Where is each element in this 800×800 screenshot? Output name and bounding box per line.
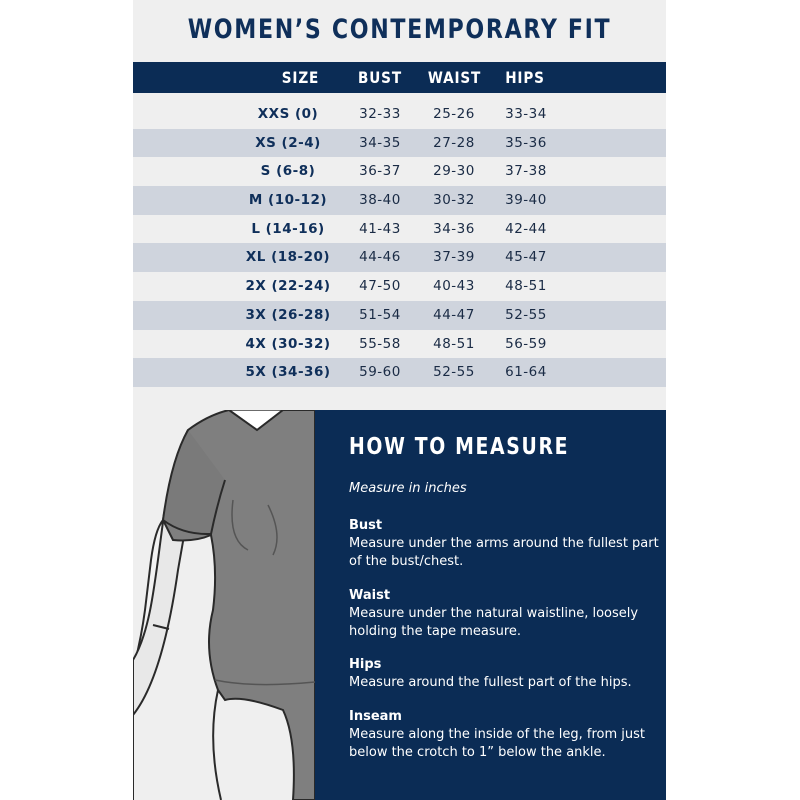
hips-cell: 61-64 xyxy=(505,364,547,381)
bust-cell: 41-43 xyxy=(359,220,401,237)
measure-heading: Inseam xyxy=(349,709,402,724)
measure-item-bust xyxy=(349,517,659,571)
measure-text: Measure under the arms around the fullest part of the bust/chest. xyxy=(349,536,659,569)
body-figure-illustration xyxy=(133,410,315,800)
measure-text: Measure around the fullest part of the hips. xyxy=(349,675,632,690)
table-row xyxy=(133,358,666,387)
table-row xyxy=(133,186,666,215)
size-cell: S (6-8) xyxy=(260,163,316,180)
measure-heading: Hips xyxy=(349,657,382,672)
size-cell: XS (2-4) xyxy=(255,134,321,151)
hips-cell: 39-40 xyxy=(505,192,547,209)
measure-item-hips xyxy=(349,656,659,692)
how-to-measure-subtitle: Measure in inches xyxy=(349,481,467,496)
size-cell: 2X (22-24) xyxy=(245,278,331,295)
table-row xyxy=(133,272,666,301)
waist-cell: 34-36 xyxy=(433,220,475,237)
table-row xyxy=(133,157,666,186)
size-chart-panel xyxy=(133,0,666,800)
measure-item-inseam xyxy=(349,708,659,762)
measure-item-waist xyxy=(349,587,659,641)
table-row xyxy=(133,330,666,359)
bust-cell: 36-37 xyxy=(359,163,401,180)
bust-cell: 38-40 xyxy=(359,192,401,209)
bust-cell: 34-35 xyxy=(359,134,401,151)
bust-cell: 59-60 xyxy=(359,364,401,381)
waist-cell: 37-39 xyxy=(433,249,475,266)
table-header xyxy=(133,62,666,93)
measure-heading: Waist xyxy=(349,588,391,603)
table-row xyxy=(133,129,666,158)
size-cell: M (10-12) xyxy=(248,192,328,209)
hips-cell: 37-38 xyxy=(505,163,547,180)
how-to-measure-title: HOW TO MEASURE xyxy=(349,434,570,460)
waist-cell: 52-55 xyxy=(433,364,475,381)
header-hips: HIPS xyxy=(505,68,545,87)
bust-cell: 32-33 xyxy=(359,106,401,122)
measure-text: Measure along the inside of the leg, from just below the crotch to 1” below the ankle. xyxy=(349,727,645,760)
size-cell: 3X (26-28) xyxy=(245,306,331,323)
chart-title: WOMEN’S CONTEMPORARY FIT xyxy=(187,14,612,45)
hips-cell: 45-47 xyxy=(505,249,547,266)
size-cell: 5X (34-36) xyxy=(245,364,331,381)
header-waist: WAIST xyxy=(427,68,482,87)
waist-cell: 48-51 xyxy=(433,335,475,352)
table-row xyxy=(133,100,666,129)
header-size: SIZE xyxy=(281,68,320,87)
measure-text: Measure under the natural waistline, loosely holding the tape measure. xyxy=(349,606,639,639)
hips-cell: 48-51 xyxy=(505,278,547,295)
waist-cell: 30-32 xyxy=(433,192,475,209)
female-figure-icon xyxy=(133,410,315,800)
how-to-measure-box xyxy=(315,410,666,800)
size-cell: L (14-16) xyxy=(251,220,325,237)
table-row xyxy=(133,301,666,330)
hips-cell: 33-34 xyxy=(505,106,547,122)
hips-cell: 56-59 xyxy=(505,335,547,352)
bust-cell: 55-58 xyxy=(359,335,401,352)
waist-cell: 25-26 xyxy=(433,106,475,122)
size-table-body xyxy=(133,100,666,387)
bust-cell: 47-50 xyxy=(359,278,401,295)
measure-heading: Bust xyxy=(349,518,383,533)
bust-cell: 44-46 xyxy=(359,249,401,266)
waist-cell: 44-47 xyxy=(433,306,475,323)
hips-cell: 42-44 xyxy=(505,220,547,237)
hips-cell: 52-55 xyxy=(505,306,547,323)
size-cell: XL (18-20) xyxy=(245,249,331,266)
table-row xyxy=(133,215,666,244)
waist-cell: 27-28 xyxy=(433,134,475,151)
hips-cell: 35-36 xyxy=(505,134,547,151)
size-cell: 4X (30-32) xyxy=(245,335,331,352)
table-row xyxy=(133,243,666,272)
waist-cell: 40-43 xyxy=(433,278,475,295)
waist-cell: 29-30 xyxy=(433,163,475,180)
size-cell: XXS (0) xyxy=(257,106,319,122)
header-bust: BUST xyxy=(358,68,402,87)
bust-cell: 51-54 xyxy=(359,306,401,323)
